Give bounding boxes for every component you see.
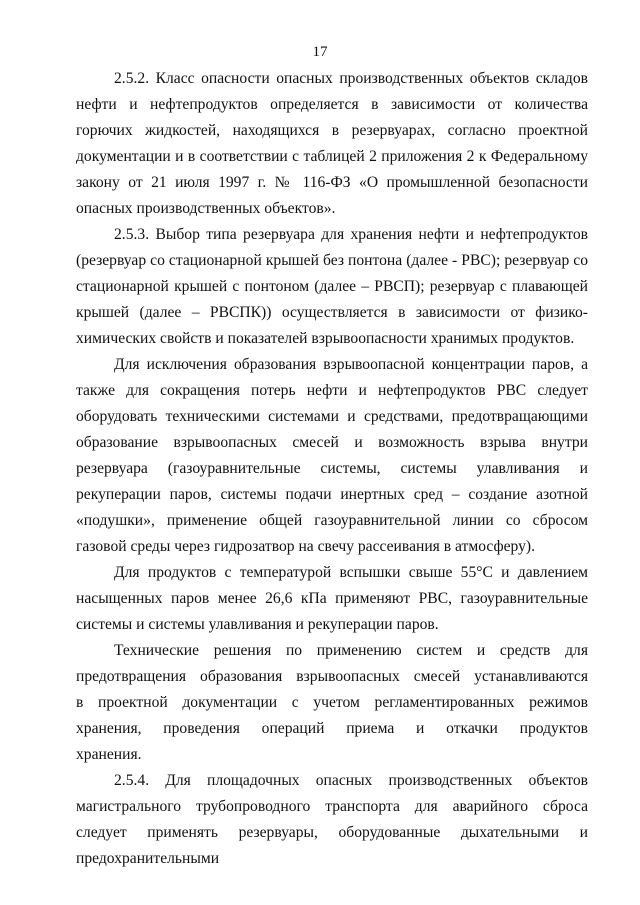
paragraph-2-5-4: 2.5.4. Для площадочных опасных производственных объектов магистрального трубопроводного транспорта для аварийного сброса следует применять резервуары, оборудованные дыхательными и предохранительными — [76, 772, 588, 867]
paragraph-2-5-3: 2.5.3. Выбор типа резервуара для хранения нефти и нефтепродуктов (резервуар со стационарной крышей без понтона (далее - РВС); резервуар со стационарной крышей с понтоном (далее – РВСП); резервуар с плавающей крышей (далее – РВСПК)) осуществляется в зависимости от физико-химических свойств и показателей взрывоопасности хранимых продуктов. — [76, 226, 588, 347]
document-body — [76, 66, 588, 872]
paragraph-technical-solutions: Технические решения по применению систем и средств для предотвращения образования взрывоопасных смесей устанавливаются в проектной документации с учетом регламентированных режимов хранения, проведения операций приема и откачки продуктов хранения. — [76, 642, 588, 763]
paragraph-flash-point: Для продуктов с температурой вспышки свыше 55°С и давлением насыщенных паров менее 26,6 кПа применяют РВС, газоуравнительные системы и системы улавливания и рекуперации паров. — [76, 564, 588, 633]
paragraph-vapor-concentration: Для исключения образования взрывоопасной концентрации паров, а также для сокращения потерь нефти и нефтепродуктов РВС следует оборудовать техническими системами и средствами, предотвращающими образование взрывоопасных смесей и возможность взрыва внутри резервуара (газоуравнительные системы, системы улавливания и рекуперации паров, системы подачи инертных сред – создание азотной «подушки», применение общей газоуравнительной линии со сбросом газовой среды через гидрозатвор на свечу рассеивания в атмосферу). — [76, 356, 588, 555]
paragraph-2-5-2: 2.5.2. Класс опасности опасных производственных объектов складов нефти и нефтепродуктов определяется в зависимости от количества горючих жидкостей, находящихся в резервуарах, согласно проектной документации и в соответствии с таблицей 2 приложения 2 к Федеральному закону от 21 июля 1997 г. № 116-ФЗ «О промышленной безопасности опасных производственных объектов». — [76, 70, 588, 217]
page-number: 17 — [312, 44, 328, 60]
